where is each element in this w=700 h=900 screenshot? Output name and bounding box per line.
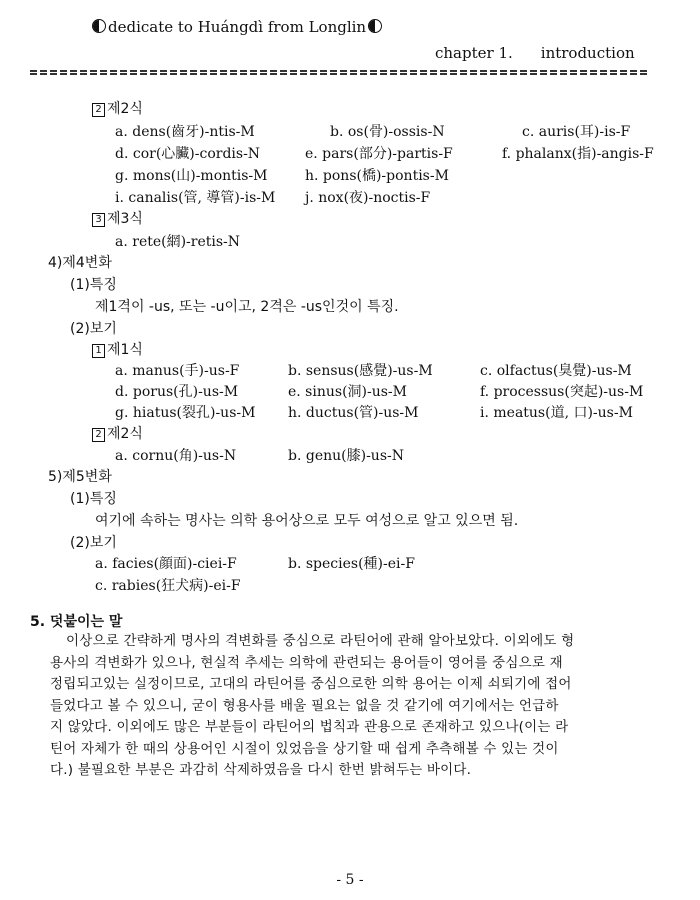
list-item: h. pons(橋)-pontis-M <box>305 168 449 184</box>
chapter-title: introduction <box>540 44 635 62</box>
examples-heading: (2)보기 <box>70 535 117 551</box>
feature-text: 제1격이 -us, 또는 -u이고, 2격은 -us인것이 특징. <box>95 299 399 315</box>
list-item: c. auris(耳)-is-F <box>522 124 631 140</box>
list-item: b. genu(膝)-us-N <box>288 448 404 464</box>
list-item: b. sensus(感覺)-us-M <box>288 363 433 379</box>
section-heading: 5)제5변화 <box>48 469 112 485</box>
list-item: a. facies(顔面)-ciei-F <box>95 556 237 572</box>
chapter-heading <box>435 44 635 62</box>
list-item: c. rabies(狂犬病)-ei-F <box>95 578 241 594</box>
list-item: i. meatus(道, 口)-us-M <box>480 405 633 421</box>
header-dedication <box>90 18 384 36</box>
closing-paragraph <box>50 631 670 782</box>
feature-text: 여기에 속하는 명사는 의학 용어상으로 모두 여성으로 알고 있으면 됨. <box>95 513 519 529</box>
list-item: d. porus(孔)-us-M <box>115 384 239 400</box>
list-item: f. processus(突起)-us-M <box>480 384 644 400</box>
numbered-box: 2 <box>92 103 105 117</box>
numbered-box: 2 <box>92 428 105 442</box>
paragraph-line: 이상으로 간략하게 명사의 격변화를 중심으로 라틴어에 관해 알아보았다. 이외에도 형 <box>66 633 575 649</box>
paragraph-line: 정립되고있는 실정이므로, 고대의 라틴어를 중심으로한 의학 용어는 이제 쇠퇴기에 접어 <box>50 676 572 692</box>
header-divider <box>30 70 650 75</box>
list-item: g. mons(山)-montis-M <box>115 168 268 184</box>
numbered-box: 3 <box>92 213 105 227</box>
paragraph-line: 틴어 자체가 한 때의 상용어인 시절이 있었음을 상기할 때 쉽게 추측해볼 수 있는 것이 <box>50 740 559 757</box>
list-item: i. canalis(管, 導管)-is-M <box>115 190 276 206</box>
section-heading: 4)제4변화 <box>48 255 112 271</box>
list-item: e. pars(部分)-partis-F <box>305 146 453 162</box>
paragraph-line: 용사의 격변화가 있으나, 현실적 추세는 의학에 관련되는 용어들이 영어를 중심으로 재 <box>50 654 563 671</box>
subsection-heading: 2 제2식 <box>92 98 143 118</box>
feature-heading: (1)특징 <box>70 491 117 507</box>
dedication-text: dedicate to Huángdì from Longlin <box>108 18 367 36</box>
yin-yang-icon <box>92 19 106 33</box>
paragraph-line: 다.) 불필요한 부분은 과감히 삭제하였음을 다시 한번 밝혀두는 바이다. <box>50 762 472 778</box>
page-number: - 5 - <box>336 872 364 888</box>
list-item: a. manus(手)-us-F <box>115 363 240 379</box>
list-item: f. phalanx(指)-angis-F <box>502 146 654 162</box>
feature-heading: (1)특징 <box>70 277 117 293</box>
list-item: e. sinus(洞)-us-M <box>288 384 407 400</box>
section-title: 5. 덧붙이는 말 <box>30 614 123 630</box>
subsection-heading: 2 제2식 <box>92 423 143 443</box>
list-item: a. dens(齒牙)-ntis-M <box>115 124 255 140</box>
list-item: a. cornu(角)-us-N <box>115 448 237 464</box>
paragraph-line: 지 않았다. 이외에도 많은 부분들이 라틴어의 법칙과 관용으로 존재하고 있으나(이는 라 <box>50 719 569 735</box>
list-item: b. species(種)-ei-F <box>288 556 415 572</box>
yin-yang-icon <box>368 19 382 33</box>
subsection-heading: 1 제1식 <box>92 339 143 359</box>
examples-heading: (2)보기 <box>70 321 117 337</box>
list-item: b. os(骨)-ossis-N <box>330 124 445 140</box>
list-item: j. nox(夜)-noctis-F <box>305 190 431 206</box>
list-item: c. olfactus(臭覺)-us-M <box>480 363 632 379</box>
chapter-label: chapter 1. <box>435 44 513 62</box>
list-item: d. cor(心臟)-cordis-N <box>115 146 261 162</box>
list-item: h. ductus(管)-us-M <box>288 405 419 421</box>
list-item: a. rete(網)-retis-N <box>115 234 241 250</box>
list-item: g. hiatus(裂孔)-us-M <box>115 405 256 421</box>
numbered-box: 1 <box>92 344 105 358</box>
subsection-heading: 3 제3식 <box>92 208 143 228</box>
paragraph-line: 들었다고 볼 수 있으니, 굳이 형용사를 배울 필요는 없을 것 같기에 여기에서는 언급하 <box>50 697 559 714</box>
